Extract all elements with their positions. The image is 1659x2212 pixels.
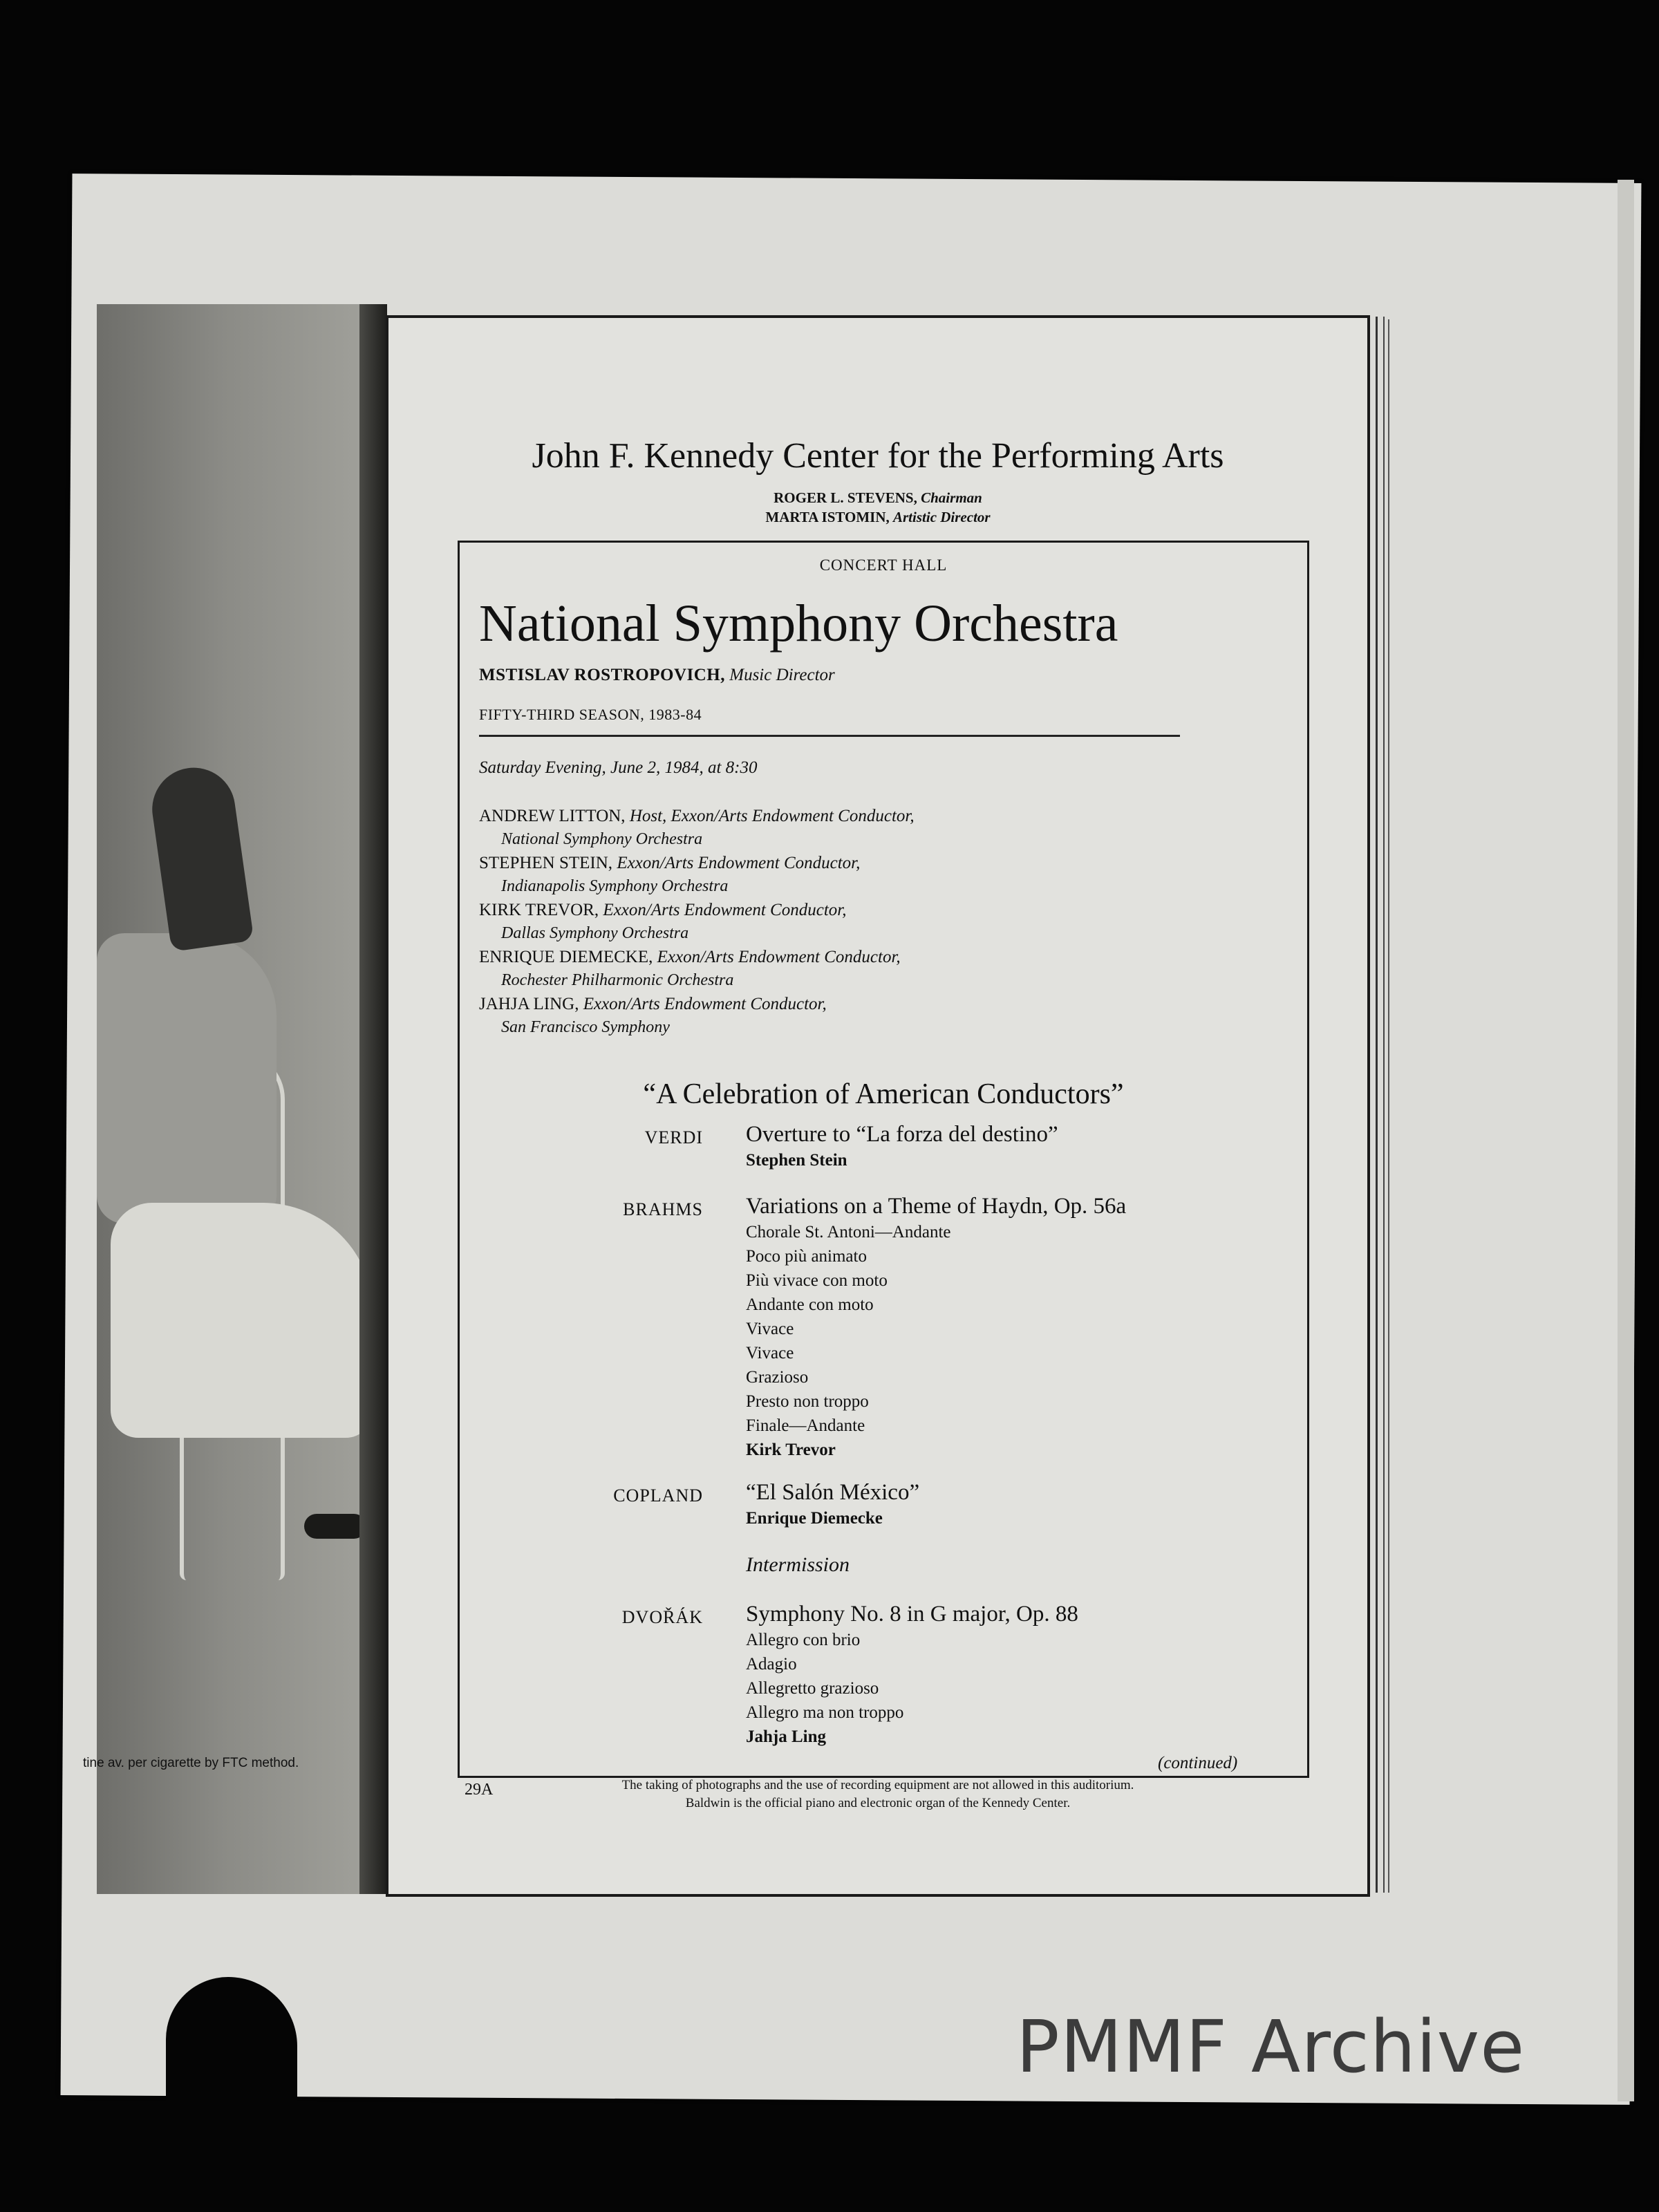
- conductor-name: KIRK TREVOR,: [479, 901, 599, 919]
- movement: Grazioso: [746, 1368, 809, 1387]
- program-page: [386, 315, 1370, 1897]
- music-director-title: Music Director: [729, 666, 835, 684]
- conductor-orchestra: Dallas Symphony Orchestra: [501, 924, 689, 942]
- conductor-line: [479, 995, 827, 1014]
- work-title: Variations on a Theme of Haydn, Op. 56a: [746, 1194, 1127, 1219]
- conductor-orchestra: National Symphony Orchestra: [501, 830, 703, 848]
- movement: Adagio: [746, 1655, 797, 1674]
- movement: Chorale St. Antoni—Andante: [746, 1223, 951, 1241]
- conductor-role: Exxon/Arts Endowment Conductor,: [657, 948, 901, 966]
- intermission-label: Intermission: [746, 1553, 850, 1576]
- work-conductor: Jahja Ling: [746, 1727, 827, 1746]
- program-page-edge-2: [1388, 319, 1394, 1893]
- work-title: Overture to “La forza del destino”: [746, 1122, 1058, 1147]
- chairman-title: Chairman: [921, 489, 982, 506]
- movement: Vivace: [746, 1320, 794, 1338]
- photo-figure-body: [97, 933, 276, 1224]
- music-director-line: [479, 666, 835, 685]
- conductor-orchestra: Rochester Philharmonic Orchestra: [501, 971, 734, 989]
- page-number: 29A: [465, 1781, 494, 1799]
- music-director-name: MSTISLAV ROSTROPOVICH,: [479, 666, 725, 684]
- advertisement-caption: tine av. per cigarette by FTC method.: [83, 1756, 299, 1770]
- continued-label: (continued): [1158, 1754, 1238, 1772]
- movement: Allegro ma non troppo: [746, 1703, 904, 1722]
- work-conductor: Enrique Diemecke: [746, 1509, 883, 1528]
- conductor-name: ENRIQUE DIEMECKE,: [479, 948, 653, 966]
- work-conductor: Stephen Stein: [746, 1151, 847, 1170]
- work-title: “El Salón México”: [746, 1480, 920, 1505]
- conductor-name: STEPHEN STEIN,: [479, 854, 613, 872]
- conductor-name: ANDREW LITTON,: [479, 807, 626, 825]
- conductor-line: [479, 901, 846, 920]
- conductor-role: Exxon/Arts Endowment Conductor,: [583, 995, 827, 1013]
- archive-watermark: PMMF Archive: [1016, 2005, 1526, 2089]
- movement: Finale—Andante: [746, 1416, 865, 1435]
- work-title: Symphony No. 8 in G major, Op. 88: [746, 1602, 1078, 1627]
- conductor-orchestra: Indianapolis Symphony Orchestra: [501, 877, 729, 895]
- movement: Presto non troppo: [746, 1392, 869, 1411]
- composer-name: DVOŘÁK: [621, 1607, 703, 1627]
- movement: Poco più animato: [746, 1247, 867, 1266]
- conductor-role: Host, Exxon/Arts Endowment Conductor,: [629, 807, 915, 825]
- photo-figure-legs: [111, 1203, 373, 1438]
- program-box: [458, 541, 1309, 1778]
- artistic-director-name: MARTA ISTOMIN,: [765, 509, 890, 525]
- movement: Più vivace con moto: [746, 1271, 888, 1290]
- orchestra-title: National Symphony Orchestra: [479, 594, 1118, 653]
- conductor-orchestra: San Francisco Symphony: [501, 1018, 670, 1036]
- paper-edge: [1618, 180, 1634, 2101]
- movement: Allegretto grazioso: [746, 1679, 879, 1698]
- chairman-line: [388, 489, 1367, 507]
- artistic-director-title: Artistic Director: [893, 509, 991, 525]
- conductor-role: Exxon/Arts Endowment Conductor,: [617, 854, 861, 872]
- movement: Vivace: [746, 1344, 794, 1362]
- artistic-director-line: [388, 509, 1367, 526]
- work-conductor: Kirk Trevor: [746, 1441, 836, 1459]
- divider-rule: [479, 735, 1180, 737]
- composer-name: COPLAND: [613, 1485, 703, 1506]
- conductor-line: [479, 854, 860, 873]
- movement: Allegro con brio: [746, 1631, 861, 1649]
- conductor-line: [479, 948, 901, 967]
- institution-title: John F. Kennedy Center for the Performing Arts: [532, 436, 1224, 476]
- season-label: FIFTY-THIRD SEASON, 1983-84: [479, 706, 702, 723]
- composer-name: VERDI: [644, 1127, 703, 1147]
- venue-label: CONCERT HALL: [819, 556, 948, 574]
- page-gutter-shadow: [359, 304, 387, 1894]
- concert-title: “A Celebration of American Conductors”: [643, 1078, 1124, 1110]
- footnote-baldwin: Baldwin is the official piano and electronic organ of the Kennedy Center.: [685, 1796, 1071, 1810]
- concert-date: Saturday Evening, June 2, 1984, at 8:30: [479, 758, 758, 777]
- conductor-name: JAHJA LING,: [479, 995, 579, 1013]
- footnote-recording: The taking of photographs and the use of recording equipment are not allowed in this auditorium.: [621, 1778, 1134, 1792]
- movement: Andante con moto: [746, 1295, 874, 1314]
- program-page-edge: [1376, 317, 1385, 1893]
- conductor-line: [479, 807, 915, 826]
- conductor-role: Exxon/Arts Endowment Conductor,: [603, 901, 847, 919]
- composer-name: BRAHMS: [623, 1199, 703, 1219]
- chairman-name: ROGER L. STEVENS,: [774, 489, 917, 506]
- paper-tear: [166, 1977, 297, 2115]
- photo-figure-shoe: [304, 1514, 366, 1539]
